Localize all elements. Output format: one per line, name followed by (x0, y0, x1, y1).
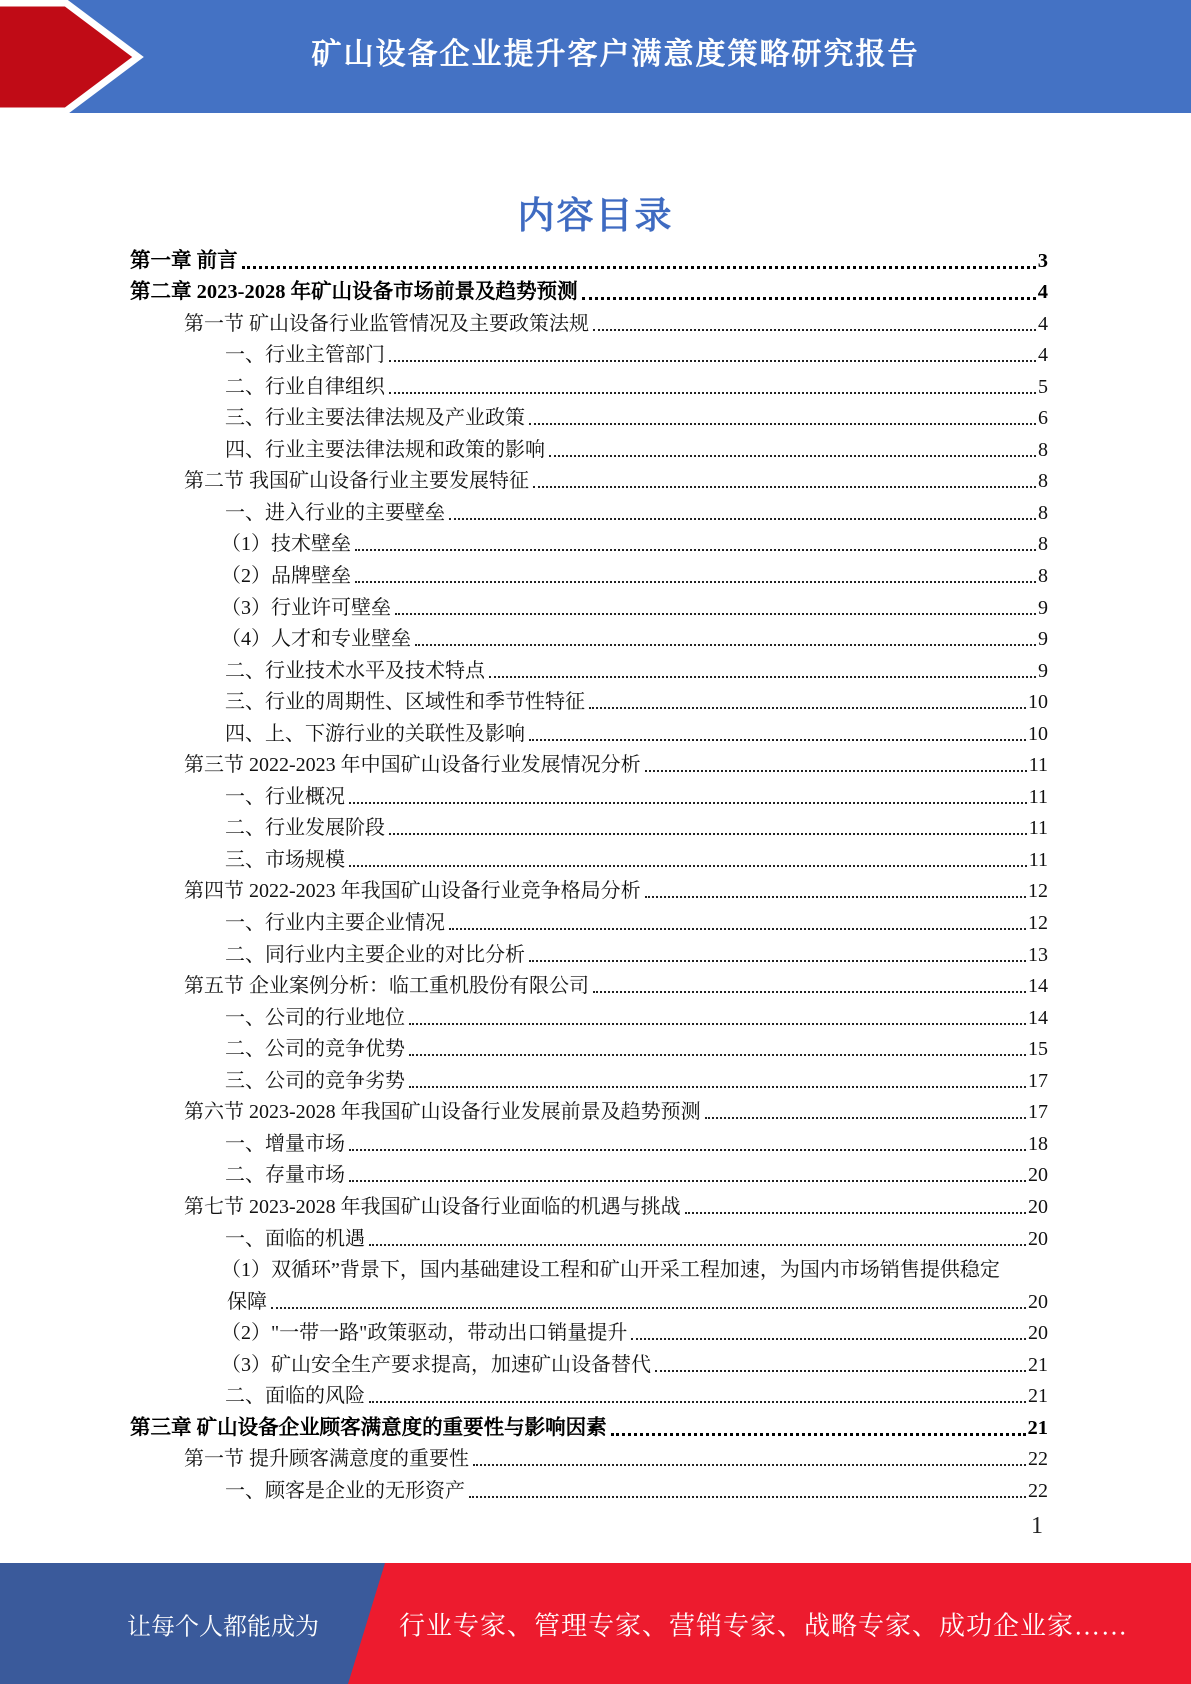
dot-leader (389, 833, 1027, 835)
toc-entry-text: 第一节 提升顾客满意度的重要性 (184, 1448, 469, 1471)
toc-entry[interactable] (130, 304, 1048, 336)
toc-entry[interactable] (130, 367, 1048, 399)
dot-leader (593, 329, 1036, 331)
dot-leader (369, 1401, 1026, 1403)
toc-entry-text: 一、进入行业的主要壁垒 (225, 501, 445, 524)
toc-page-number: 11 (1028, 848, 1048, 871)
toc-entry-text: 第四节 2022-2023 年我国矿山设备行业竞争格局分析 (184, 880, 641, 903)
toc-page-number: 8 (1038, 470, 1048, 493)
toc-page-number: 4 (1038, 344, 1048, 367)
toc-entry-text: 二、行业技术水平及技术特点 (225, 659, 485, 682)
dot-leader (415, 644, 1036, 646)
dot-leader (349, 865, 1027, 867)
report-title: 矿山设备企业提升客户满意度策略研究报告 (311, 37, 920, 71)
dot-leader (389, 392, 1036, 394)
toc-entry[interactable] (130, 462, 1048, 494)
toc-page-number: 8 (1038, 565, 1048, 588)
dot-leader (655, 1370, 1026, 1372)
toc-entry[interactable] (130, 588, 1048, 620)
dot-leader (409, 1086, 1026, 1088)
dot-leader (705, 1117, 1026, 1119)
toc-entry-text: 四、行业主要法律法规和政策的影响 (225, 438, 545, 461)
toc-entry-text: 二、行业自律组织 (225, 375, 385, 398)
dot-leader (593, 991, 1026, 993)
toc-entry[interactable] (130, 1377, 1048, 1409)
toc-entry[interactable] (130, 525, 1048, 557)
toc-entry-text: 三、行业主要法律法规及产业政策 (225, 407, 525, 430)
toc-entry-text: 三、市场规模 (225, 848, 345, 871)
toc-entry[interactable] (130, 1061, 1048, 1093)
toc-page-number: 17 (1028, 1069, 1048, 1092)
toc-entry-text: 二、同行业内主要企业的对比分析 (225, 943, 525, 966)
toc-entry[interactable] (130, 746, 1048, 778)
dot-leader (469, 1496, 1026, 1498)
dot-leader (389, 360, 1036, 362)
toc-entry[interactable] (130, 1219, 1048, 1251)
toc-page-number: 20 (1028, 1322, 1048, 1345)
toc-entry-text: 一、行业主管部门 (225, 344, 385, 367)
toc-page-number: 4 (1038, 312, 1048, 335)
toc-page-number: 20 (1028, 1290, 1048, 1313)
dot-leader (529, 423, 1036, 425)
toc-entry-text: 一、公司的行业地位 (225, 1006, 405, 1029)
toc-page-number: 8 (1038, 438, 1048, 461)
toc-entry-text: （2）品牌壁垒 (221, 565, 351, 588)
toc-page-number: 3 (1037, 249, 1048, 272)
dot-leader (449, 928, 1026, 930)
toc-page-number: 6 (1038, 407, 1048, 430)
toc-page-number: 21 (1028, 1353, 1048, 1376)
toc-entry-text: （2）"一带一路"政策驱动，带动出口销量提升 (221, 1322, 628, 1345)
toc-entry-text: 第六节 2023-2028 年我国矿山设备行业发展前景及趋势预测 (184, 1101, 701, 1124)
toc-list (130, 241, 1048, 1503)
toc-entry[interactable] (130, 1345, 1048, 1377)
toc-entry-text: 第二章 2023-2028 年矿山设备市场前景及趋势预测 (130, 281, 578, 304)
toc-page-number: 9 (1038, 628, 1048, 651)
dot-leader (355, 549, 1036, 551)
toc-entry-text: 第五节 企业案例分析：临工重机股份有限公司 (184, 975, 589, 998)
toc-entry-text: 二、公司的竞争优势 (225, 1038, 405, 1061)
toc-entry[interactable] (130, 714, 1048, 746)
toc-entry[interactable] (130, 1471, 1048, 1503)
toc-entry-text: 一、行业内主要企业情况 (225, 912, 445, 935)
toc-page-number: 12 (1028, 912, 1048, 935)
header-banner (0, 0, 1191, 113)
toc-page-number: 20 (1028, 1227, 1048, 1250)
toc-entry-text: 一、顾客是企业的无形资产 (225, 1479, 465, 1502)
toc-entry[interactable] (130, 777, 1048, 809)
toc-entry[interactable] (130, 1440, 1048, 1472)
toc-page-number: 12 (1028, 880, 1048, 903)
toc-page-number: 18 (1028, 1132, 1048, 1155)
toc-entry[interactable] (130, 903, 1048, 935)
toc-entry-text: 一、增量市场 (225, 1132, 345, 1155)
dot-leader (349, 802, 1027, 804)
dot-leader (355, 581, 1036, 583)
toc-page-number: 20 (1028, 1195, 1048, 1218)
dot-leader (529, 739, 1026, 741)
toc-entry[interactable] (130, 1156, 1048, 1188)
dot-leader (685, 1212, 1026, 1214)
dot-leader (349, 1180, 1026, 1182)
dot-leader (349, 1149, 1026, 1151)
toc-page-number: 15 (1028, 1038, 1048, 1061)
toc-entry-text: （3）行业许可壁垒 (221, 596, 391, 619)
toc-entry[interactable] (130, 651, 1048, 683)
toc-entry[interactable] (130, 556, 1048, 588)
toc-entry-text: 四、上、下游行业的关联性及影响 (225, 722, 525, 745)
toc-entry-text: （1）技术壁垒 (221, 533, 351, 556)
footer-banner (0, 1563, 1191, 1684)
toc-entry[interactable] (130, 1408, 1048, 1440)
toc-page-number: 21 (1027, 1416, 1048, 1439)
toc-page-number: 10 (1028, 722, 1048, 745)
toc-entry[interactable] (130, 430, 1048, 462)
toc-entry-text: 一、面临的机遇 (225, 1227, 365, 1250)
toc-page-number: 11 (1028, 817, 1048, 840)
toc-entry[interactable] (130, 1124, 1048, 1156)
dot-leader (533, 486, 1036, 488)
toc-page-number: 10 (1028, 691, 1048, 714)
toc-page-number: 20 (1028, 1164, 1048, 1187)
dot-leader (529, 960, 1026, 962)
toc-page-number: 17 (1028, 1101, 1048, 1124)
dot-leader (369, 1244, 1026, 1246)
toc-page-number: 21 (1028, 1385, 1048, 1408)
dot-leader (271, 1307, 1026, 1309)
dot-leader (582, 297, 1036, 300)
dot-leader (473, 1464, 1026, 1466)
toc-entry[interactable] (130, 1093, 1048, 1125)
toc-entry-text: （4）人才和专业壁垒 (221, 628, 411, 651)
toc-entry[interactable] (130, 1282, 1048, 1314)
dot-leader (395, 613, 1036, 615)
toc-entry-text: 二、行业发展阶段 (225, 817, 385, 840)
toc-entry-text: 二、面临的风险 (225, 1385, 365, 1408)
toc-page-number: 9 (1038, 596, 1048, 619)
toc-entry-text: 三、行业的周期性、区域性和季节性特征 (225, 691, 585, 714)
dot-leader (409, 1023, 1026, 1025)
page-number: 1 (1031, 1513, 1043, 1539)
toc-page-number: 8 (1038, 533, 1048, 556)
dot-leader (409, 1054, 1026, 1056)
toc-entry-text: （3）矿山安全生产要求提高，加速矿山设备替代 (221, 1353, 651, 1376)
dot-leader (611, 1433, 1026, 1436)
dot-leader (549, 455, 1036, 457)
toc-entry-text: 一、行业概况 (225, 785, 345, 808)
toc-page-number: 5 (1038, 375, 1048, 398)
toc-page-number: 14 (1028, 1006, 1048, 1029)
toc-page-number: 4 (1037, 281, 1048, 304)
toc-entry[interactable] (130, 935, 1048, 967)
toc-entry-text: （1）双循环”背景下，国内基础建设工程和矿山开采工程加速，为国内市场销售提供稳定 (221, 1259, 1000, 1282)
toc-page-number: 22 (1028, 1448, 1048, 1471)
toc-page-number: 11 (1028, 754, 1048, 777)
toc-entry[interactable] (130, 1187, 1048, 1219)
toc-entry[interactable] (130, 399, 1048, 431)
dot-leader (645, 896, 1026, 898)
dot-leader (631, 1338, 1026, 1340)
toc-entry[interactable] (130, 683, 1048, 715)
toc-entry[interactable] (130, 1030, 1048, 1062)
toc-entry[interactable] (130, 620, 1048, 652)
footer-slogan-right: 行业专家、管理专家、营销专家、战略专家、成功企业家…… (399, 1611, 1129, 1640)
toc-entry-text: 第三节 2022-2023 年中国矿山设备行业发展情况分析 (184, 754, 641, 777)
toc-entry[interactable] (130, 872, 1048, 904)
toc-page-number: 11 (1028, 785, 1048, 808)
toc-entry[interactable] (130, 809, 1048, 841)
dot-leader (645, 770, 1027, 772)
toc-entry[interactable] (130, 998, 1048, 1030)
dot-leader (449, 518, 1036, 520)
toc-page-number: 13 (1028, 943, 1048, 966)
toc-page-number: 22 (1028, 1479, 1048, 1502)
dot-leader (589, 707, 1026, 709)
toc-entry[interactable] (130, 1314, 1048, 1346)
toc-heading: 内容目录 (517, 195, 674, 237)
footer-slogan-left: 让每个人都能成为 (127, 1614, 319, 1640)
toc-entry-text: 二、存量市场 (225, 1164, 345, 1187)
toc-page-number: 8 (1038, 501, 1048, 524)
toc-entry-text: 第一节 矿山设备行业监管情况及主要政策法规 (184, 312, 589, 335)
toc-page-number: 9 (1038, 659, 1048, 682)
toc-entry[interactable] (130, 840, 1048, 872)
toc-entry[interactable] (130, 273, 1048, 305)
chevron-right-icon (0, 0, 160, 115)
toc-page-number: 14 (1028, 975, 1048, 998)
toc-entry-text: 三、公司的竞争劣势 (225, 1069, 405, 1092)
toc-entry[interactable] (130, 493, 1048, 525)
toc-entry-text: 第七节 2023-2028 年我国矿山设备行业面临的机遇与挑战 (184, 1195, 681, 1218)
toc-entry[interactable] (130, 1251, 1048, 1283)
toc-entry-text: 第一章 前言 (130, 249, 238, 272)
toc-entry[interactable] (130, 241, 1048, 273)
toc-entry-text: 第三章 矿山设备企业顾客满意度的重要性与影响因素 (130, 1416, 607, 1439)
dot-leader (489, 676, 1036, 678)
dot-leader (242, 266, 1036, 269)
toc-entry[interactable] (130, 336, 1048, 368)
toc-entry-text: 保障 (227, 1290, 267, 1313)
toc-entry-text: 第二节 我国矿山设备行业主要发展特征 (184, 470, 529, 493)
toc-entry[interactable] (130, 967, 1048, 999)
